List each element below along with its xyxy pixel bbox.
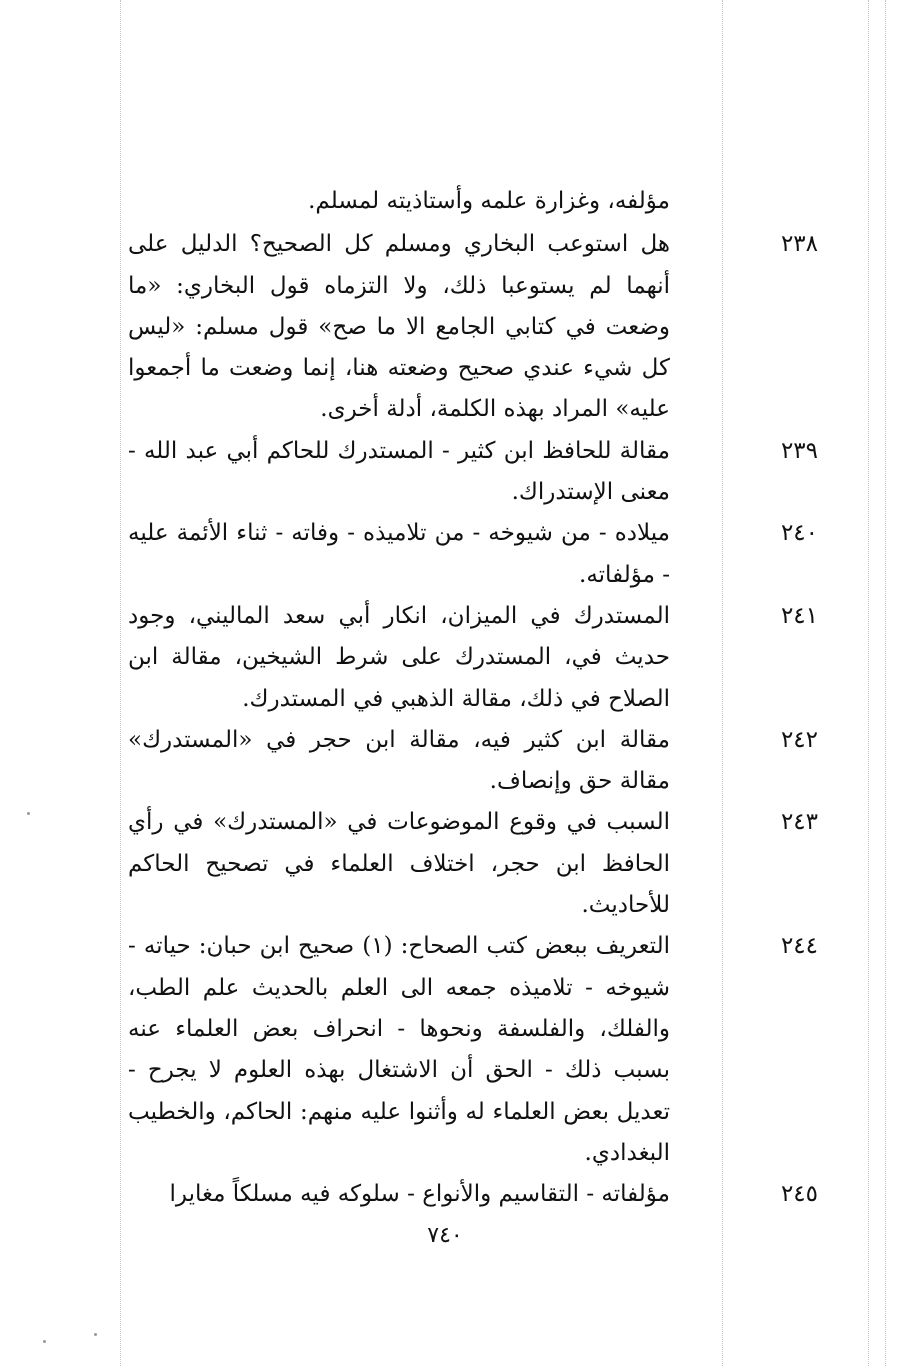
entry-page-number: ٢٤٤ <box>780 933 818 960</box>
entry-text: مؤلفاته - التقاسيم والأنواع - سلوكه فيه مسلكاً مغايرا <box>169 1181 670 1208</box>
toc-entry <box>128 431 818 514</box>
toc-entry <box>128 926 818 1174</box>
entry-text: هل استوعب البخاري ومسلم كل الصحيح؟ الدليل على أنهما لم يستوعبا ذلك، ولا التزماه قول البخاري: «ما وضعت في كتابي الجامع الا ما صح» قول مسلم: «ليس كل شيء عندي صحيح وضعته هنا، إنما وضعت ما أجمعوا عليه» المراد بهذه الكلمة، أدلة أخرى. <box>128 231 670 423</box>
toc-entry <box>128 513 818 596</box>
entry-page-number: ٢٣٩ <box>780 437 818 464</box>
toc-entry <box>128 1174 818 1215</box>
entry-text: ميلاده - من شيوخه - من تلاميذه - وفاته - ثناء الأئمة عليه - مؤلفاته. <box>128 520 670 588</box>
entry-page-number: ٢٤٠ <box>780 520 818 547</box>
page-number: ٧٤٠ <box>427 1223 463 1248</box>
entry-text: التعريف ببعض كتب الصحاح: (١) صحيح ابن حبان: حياته - شيوخه - تلاميذه جمعه الى العلم بالحديث علم الطب، والفلك، والفلسفة ونحوها - انحراف بعض العلماء عنه بسبب ذلك - الحق أن الاشتغال بهذه العلوم لا يجرح - تعديل بعض العلماء له وأثنوا عليه منهم: الحاكم، والخطيب البغدادي. <box>128 933 671 1166</box>
entry-page-number: ٢٤٥ <box>780 1181 818 1208</box>
entry-text: مقالة ابن كثير فيه، مقالة ابن حجر في «المستدرك» مقالة حق وإنصاف. <box>128 726 670 795</box>
entry-page-number: ٢٤١ <box>780 602 818 629</box>
entry-text: مقالة للحافظ ابن كثير - المستدرك للحاكم أبي عبد الله - معنى الإستدراك. <box>128 437 670 506</box>
toc-entry <box>128 596 818 720</box>
entry-page-number: ٢٣٨ <box>780 231 818 258</box>
entry-page-number: ٢٤٢ <box>780 726 818 753</box>
table-of-contents <box>128 158 818 1215</box>
toc-entry <box>128 224 818 430</box>
entry-text: السبب في وقوع الموضوعات في «المستدرك» في رأي الحافظ ابن حجر، اختلاف العلماء في تصحيح الحاكم للأحاديث. <box>128 809 670 919</box>
toc-entry <box>128 802 818 926</box>
entry-text: المستدرك في الميزان، انكار أبي سعد الماليني، وجود حديث في، المستدرك على شرط الشيخين، مقالة ابن الصلاح في ذلك، مقالة الذهبي في المستدرك. <box>128 602 670 712</box>
continued-entry-text: مؤلفه، وغزارة علمه وأستاذيته لمسلم. <box>308 188 670 214</box>
toc-entry <box>128 720 818 803</box>
entry-page-number: ٢٤٣ <box>780 809 818 836</box>
